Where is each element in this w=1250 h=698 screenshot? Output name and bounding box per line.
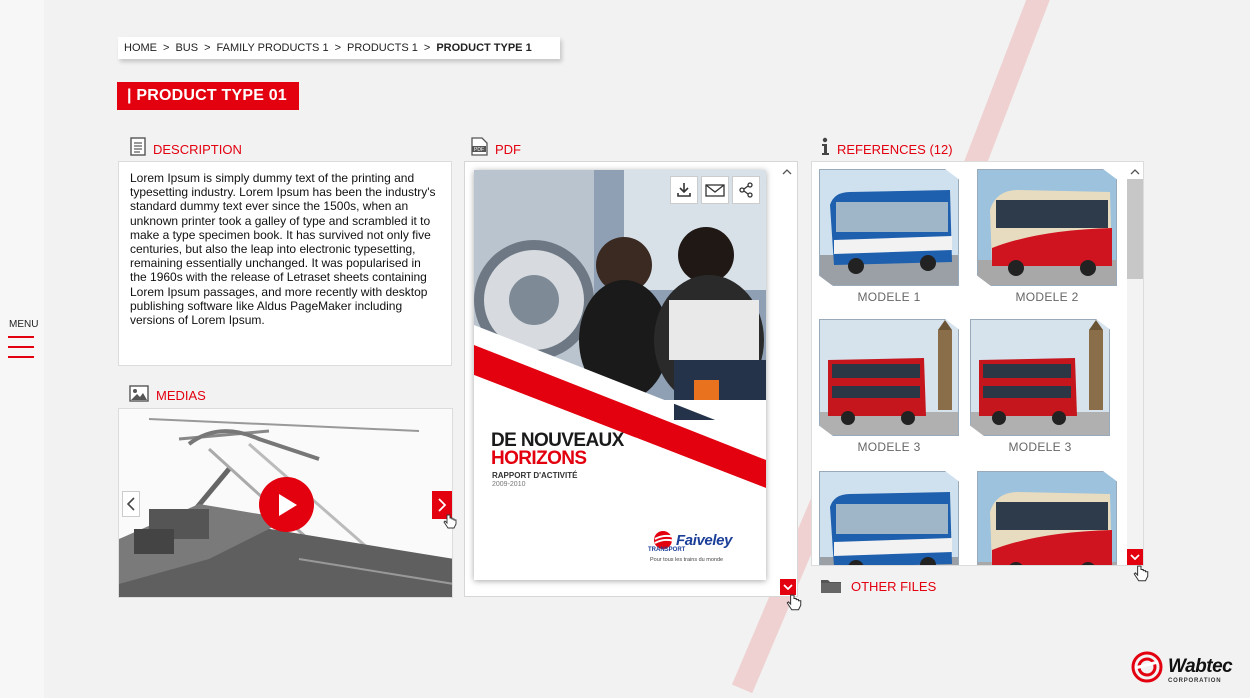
references-expand-button[interactable] [1127, 549, 1143, 565]
pdf-download-button[interactable] [670, 176, 698, 204]
medias-heading: MEDIAS [156, 388, 206, 403]
breadcrumb-bus[interactable]: BUS [175, 42, 199, 54]
folder-icon [820, 578, 842, 594]
reference-card[interactable] [819, 169, 959, 304]
cover-title-line1: DE NOUVEAUX [491, 430, 624, 451]
chevron-up-icon [782, 169, 792, 175]
description-header [130, 136, 242, 157]
menu-button[interactable] [6, 319, 40, 366]
chevron-down-icon [783, 584, 793, 590]
references-scrollbar-thumb[interactable] [1127, 179, 1143, 279]
document-icon [130, 137, 146, 156]
cover-title [491, 432, 624, 468]
cover-years: 2009-2010 [492, 481, 526, 488]
brand-tagline: Pour tous les trains du monde [650, 557, 724, 563]
pdf-share-button[interactable] [732, 176, 760, 204]
info-icon [820, 137, 830, 156]
svg-text:PDF: PDF [474, 147, 484, 153]
reference-card[interactable] [977, 169, 1117, 304]
cover-title-line2: HORIZONS [491, 448, 587, 469]
reference-card[interactable] [819, 319, 959, 454]
reference-thumbnail[interactable] [977, 169, 1117, 286]
other-files-link[interactable] [820, 578, 936, 594]
pdf-actions [670, 176, 760, 204]
reference-thumbnail[interactable] [819, 319, 959, 436]
breadcrumb-current: PRODUCT TYPE 1 [436, 42, 532, 54]
breadcrumb-separator: > [204, 42, 211, 54]
medias-panel [118, 408, 453, 598]
menu-label: MENU [9, 319, 39, 330]
chevron-up-icon [1130, 169, 1140, 175]
breadcrumb-separator: > [334, 42, 341, 54]
hand-pointer-icon [786, 594, 802, 617]
pdf-scroll-up[interactable] [780, 165, 794, 179]
breadcrumb-separator: > [423, 42, 431, 54]
pdf-panel [464, 161, 798, 597]
medias-header [129, 384, 206, 403]
reference-thumbnail[interactable] [970, 319, 1110, 436]
pdf-expand-button[interactable] [780, 579, 796, 595]
hand-pointer-icon [443, 514, 457, 535]
pdf-file-icon [470, 137, 488, 156]
references-scroll-up[interactable] [1128, 165, 1142, 179]
brand-name: Faiveley [676, 531, 733, 549]
hamburger-icon [8, 336, 40, 358]
breadcrumb-family-products[interactable]: FAMILY PRODUCTS 1 [216, 42, 329, 54]
breadcrumb-separator: > [163, 42, 170, 54]
description-panel [118, 161, 452, 366]
reference-card[interactable] [970, 319, 1110, 454]
hand-pointer-icon [1133, 565, 1149, 588]
brand-sub: TRANSPORT [648, 547, 686, 553]
references-heading: REFERENCES (12) [837, 142, 953, 157]
reference-label: MODELE 3 [1008, 440, 1072, 454]
pdf-header [470, 136, 521, 157]
breadcrumb-home[interactable]: HOME [124, 42, 157, 54]
reference-thumbnail[interactable] [819, 169, 959, 286]
reference-label: MODELE 2 [1015, 290, 1079, 304]
logo-name: Wabtec [1168, 656, 1233, 677]
wabtec-mark-icon [1130, 651, 1164, 683]
breadcrumb [118, 37, 560, 59]
page-title: | PRODUCT TYPE 01 [117, 82, 299, 110]
reference-label: MODELE 1 [857, 290, 921, 304]
pdf-email-button[interactable] [701, 176, 729, 204]
description-text: Lorem Ipsum is simply dummy text of the printing and typesetting industry. Lorem Ipsum has been the industry's standard dummy text ever since the 1500s, when an unknown printer took a galley of type and scrambled it to make a type specimen book. It has survived not only five centuries, but also the leap into electronic typesetting, remaining essentially unchanged. It was popularised in the 1960s with the release of Letraset sheets containing Lorem Ipsum passages, and more recently with desktop publishing software like Aldus PageMaker including versions of Lorem Ipsum. [130, 171, 436, 328]
breadcrumb-products[interactable]: PRODUCTS 1 [347, 42, 418, 54]
logo-corporation: CORPORATION [1168, 678, 1222, 684]
references-header [820, 136, 953, 157]
description-heading: DESCRIPTION [153, 142, 242, 157]
reference-label: MODELE 3 [857, 440, 921, 454]
reference-thumbnail[interactable] [819, 471, 959, 566]
reference-card[interactable] [977, 471, 1117, 566]
download-icon [676, 182, 692, 198]
reference-thumbnail[interactable] [977, 471, 1117, 566]
image-icon [129, 385, 149, 402]
email-icon [705, 182, 725, 198]
reference-card[interactable] [819, 471, 959, 566]
references-panel [811, 161, 1144, 566]
share-icon [738, 182, 754, 198]
play-button[interactable] [259, 477, 314, 532]
pdf-heading: PDF [495, 142, 521, 157]
cover-subtitle: RAPPORT D'ACTIVITÉ [492, 471, 578, 480]
pdf-cover[interactable] [474, 170, 766, 580]
media-prev-button[interactable] [122, 491, 140, 517]
chevron-left-icon [127, 497, 135, 511]
play-icon [276, 493, 298, 517]
other-files-label: OTHER FILES [851, 578, 937, 594]
chevron-right-icon [438, 498, 446, 512]
chevron-down-icon [1130, 554, 1140, 560]
